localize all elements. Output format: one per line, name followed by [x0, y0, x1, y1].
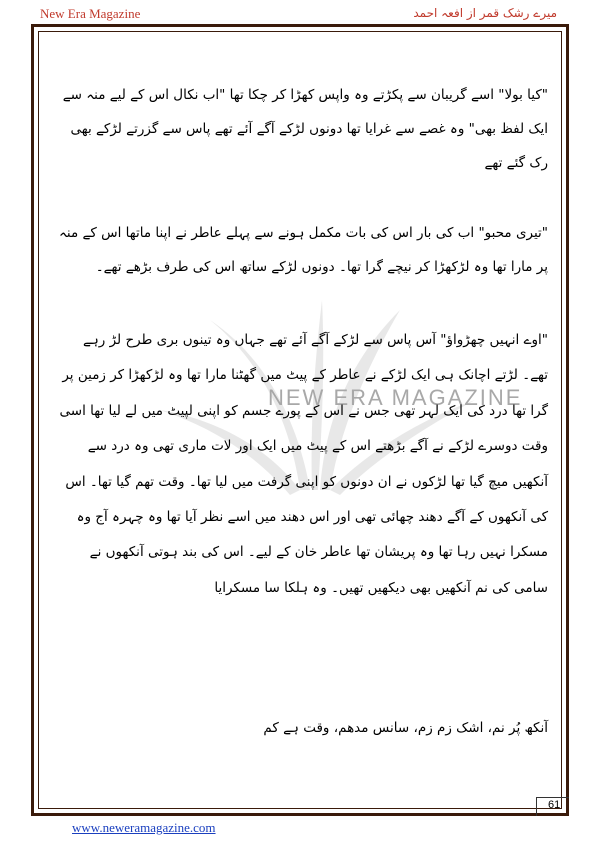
page-number: 61: [548, 799, 561, 811]
paragraph-3: "اوے انہیں چھڑواؤ" آس پاس سے لڑکے آگے آئے تھے جہاں وہ تینوں بری طرح لڑ رہے تھے۔ لڑتے اچانک ہی ایک لڑکے نے عاطر کے پیٹ میں گھٹنا مارا تھا وہ لڑکھڑا کر زمین پر گرا تھا درد کی ایک لہر تھی جس نے اس کے پورے جسم کو اپنی لپیٹ میں لے لیا تھا اسی وقت دوسرے لڑکے نے آگے بڑھتے اس کے پیٹ میں ایک اور لات ماری تھی وہ درد سے آنکھیں میچ گیا تھا لڑکوں نے ان دونوں کو اپنی گرفت میں لیا تھا۔ وقت تھم گیا تھا۔ اس کی آنکھوں کے آگے دھند چھائی تھی اور اس دھند میں اسے نظر آیا تھا وہ چہرہ آج وہ مسکرا نہیں رہا تھا وہ پریشان تھا عاطر خان کے لیے۔ اس کی بند ہوتی آنکھوں نے سامی کی نم آنکھیں بھی دیکھیں تھیں۔ وہ ہلکا سا مسکرایا: [59, 332, 548, 596]
footer-website-link[interactable]: www.neweramagazine.com: [72, 820, 216, 835]
magazine-name: New Era Magazine: [40, 6, 141, 21]
paragraph-2: "تیری محبو" اب کی بار اس کی بات مکمل ہونے سے پہلے عاطر نے اپنا ماتھا اس کے منہ پر مارا تھا وہ لڑکھڑا کر نیچے گرا تھا۔ دونوں لڑکے ساتھ اس کی طرف بڑھے تھے۔: [59, 225, 548, 275]
paragraph-1: "کیا بولا" اسے گریبان سے پکڑتے وہ واپس کھڑا کر چکا تھا "اب نکال اس کے لیے منہ سے ایک لفظ بھی" وہ غصے سے غرایا تھا دونوں لڑکے آگے آئے تھے پاس سے گزرتے لڑکے بھی رک گئے تھے: [62, 87, 548, 171]
paragraph-4: آنکھ پُر نم، اشک زم زم، سانس مدھم، وقت ہے کم: [263, 720, 548, 736]
watermark-text: NEW ERA MAGAZINE: [268, 385, 523, 410]
story-title: میرے رشک قمر از افعہ احمد: [413, 6, 557, 20]
